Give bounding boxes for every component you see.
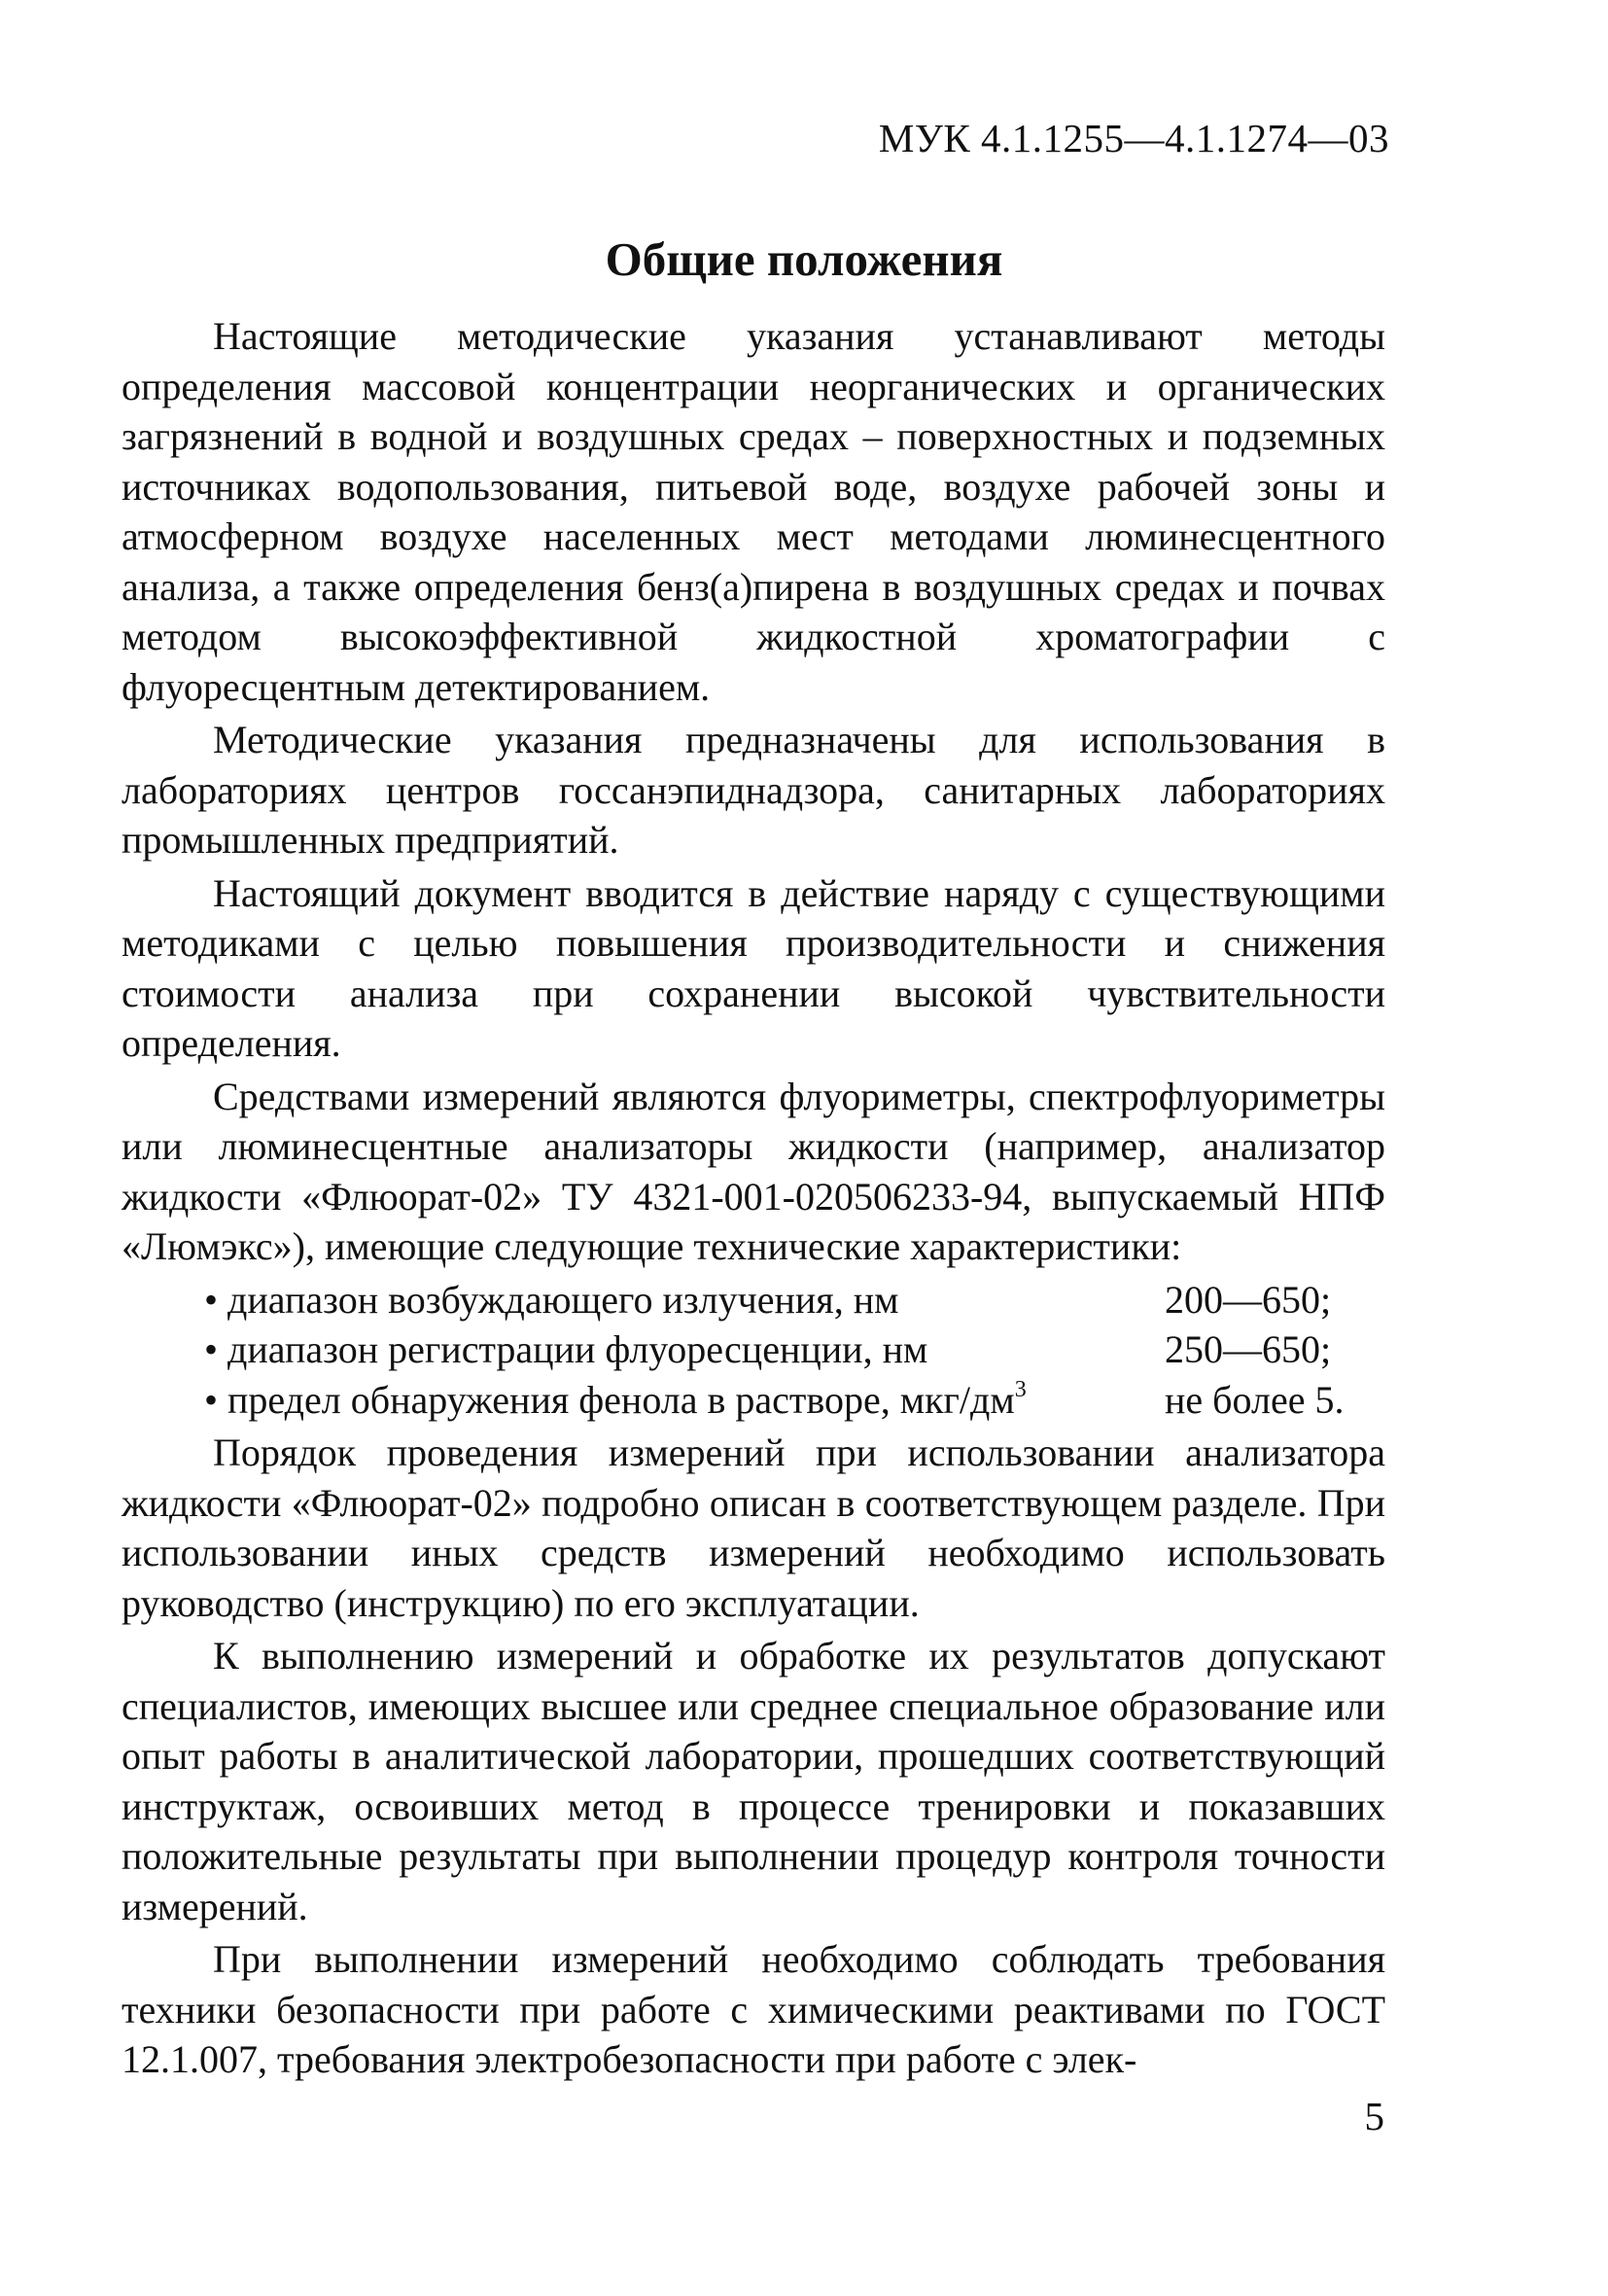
spec-item [122, 1325, 1385, 1375]
spec-label: • диапазон возбуждающего излучения, нм [204, 1277, 899, 1322]
specs-list [122, 1275, 1385, 1426]
page-title: Общие положения [605, 232, 1003, 286]
spec-label: • предел обнаружения фенола в растворе, мкг/$дм^3$ [204, 1376, 1027, 1422]
paragraph-introduction: Настоящий документ вводится в действие наряду с существующими методиками с целью повышения производительности и снижения стоимости анализа при сохранении высокой чувствительности определения. [122, 870, 1385, 1065]
paragraph-measuring-instruments: Средствами измерений являются флуориметры, спектрофлуориметры или люминесцентные анализаторы жидкости (например, анализатор жидкости «Флюорат-02» ТУ 4321-001-020506233-94, выпускаемый НПФ «Люмэкс»), имеющие следующие технические характеристики: [122, 1074, 1385, 1268]
bullet-icon: • [204, 1327, 219, 1371]
bullet-icon: • [204, 1377, 219, 1422]
paragraph-purpose: Методические указания предназначены для использования в лабораториях центров госсанэпиднадзора, санитарных лабораториях промышленных предприятий. [122, 718, 1385, 862]
document-body [122, 311, 1385, 2088]
paragraph-personnel: К выполнению измерений и обработке их результатов допускают специалистов, имеющих высшее или среднее специальное образование или опыт работы в аналитической лаборатории, прошедших соответствующий инструктаж, освоивших метод в процессе тренировки и показавших положительные результаты при выполнении процедур контроля точности измерений. [122, 1634, 1385, 1928]
spec-item [122, 1275, 1385, 1325]
paragraph-safety: При выполнении измерений необходимо соблюдать требования техники безопасности при работе с химическими реактивами по ГОСТ 12.1.007, требования электробезопасности при работе с элек- [122, 1937, 1385, 2081]
spec-value: не более 5. [1165, 1377, 1345, 1422]
spec-value: 200—650; [1165, 1277, 1332, 1322]
spec-label: • диапазон регистрации флуоресценции, нм [204, 1327, 928, 1371]
bullet-icon: • [204, 1277, 219, 1322]
unit-superscript: 3 [1014, 1376, 1027, 1402]
document-code: МУК 4.1.1255—4.1.1274—03 [878, 116, 1389, 160]
spec-item [122, 1375, 1385, 1426]
paragraph-procedure: Порядок проведения измерений при использовании анализатора жидкости «Флюорат-02» подробно описан в соответствующем разделе. При использовании иных средств измерений необходимо использовать руководство (инструкцию) по его эксплуатации. [122, 1431, 1385, 1625]
paragraph-scope: Настоящие методические указания устанавливают методы определения массовой концентрации неорганических и органических загрязнений в водной и воздушных средах – поверхностных и подземных источниках водопользования, питьевой воде, воздухе рабочей зоны и атмосферном воздухе населенных мест методами люминесцентного анализа, а также определения бенз(а)пирена в воздушных средах и почвах методом высокоэффективной жидкостной хроматографии с флуоресцентным детектированием. [122, 314, 1385, 709]
spec-value: 250—650; [1165, 1327, 1332, 1371]
page-number: 5 [1364, 2094, 1384, 2138]
